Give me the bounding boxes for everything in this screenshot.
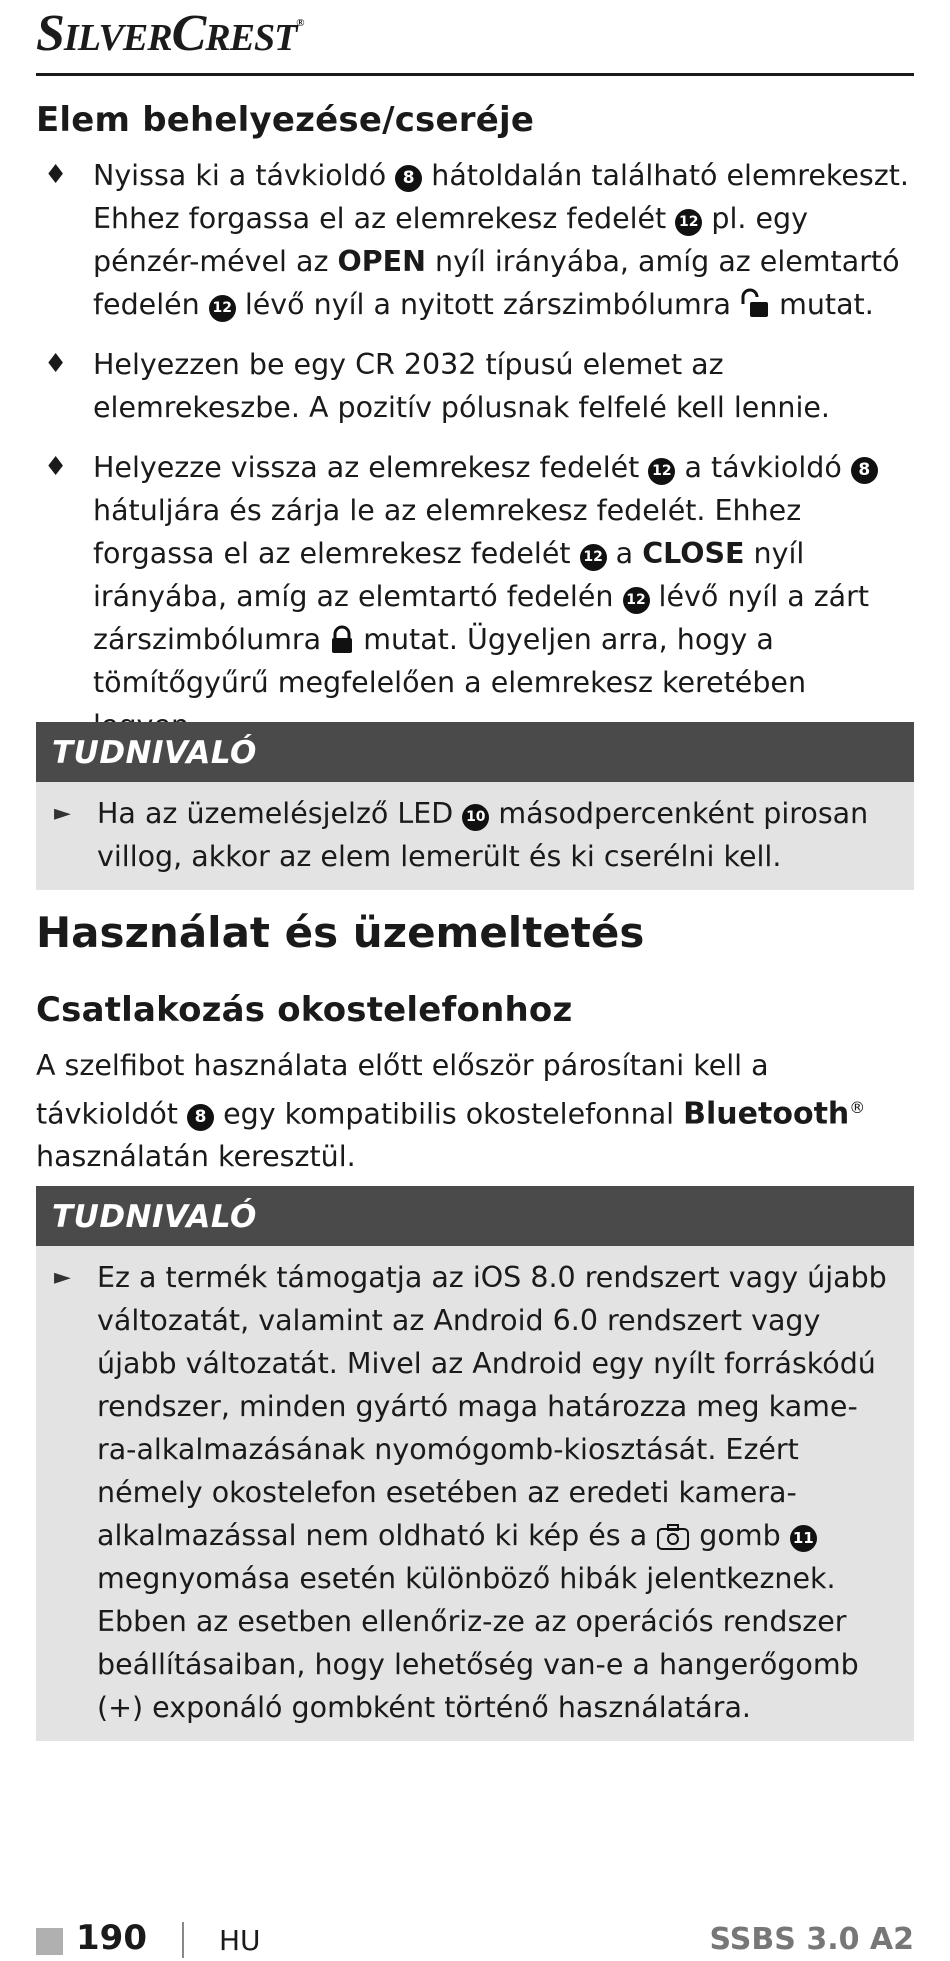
- diamond-bullet-icon: ♦: [44, 349, 68, 379]
- list-item: ♦ Nyissa ki a távkioldó 8 hátoldalán található elemrekeszt. Ehhez forgassa el az elemrekesz fedelét 12 pl. egy pénzér-mével az OPEN nyíl irányába, amíg az elemtartó fedelén 12 lévő nyíl a nyitott zárszimbólumra mutat.: [36, 154, 914, 326]
- open-label: OPEN: [337, 245, 426, 278]
- section-title-smartphone: Csatlakozás okostelefonhoz: [36, 990, 573, 1030]
- ref-number-badge: 12: [648, 458, 675, 485]
- ref-number-badge: 12: [675, 209, 702, 236]
- ref-number-badge: 8: [395, 165, 422, 192]
- footer-square-marker: [36, 1928, 63, 1955]
- ref-number-badge: 12: [580, 544, 607, 571]
- ref-number-badge: 12: [623, 587, 650, 614]
- ref-number-badge: 12: [209, 295, 236, 322]
- triangle-bullet-icon: ►: [54, 1265, 71, 1290]
- header-rule: [36, 73, 914, 76]
- closed-lock-icon: [330, 625, 354, 655]
- note-heading: TUDNIVALÓ: [36, 1186, 914, 1246]
- diamond-bullet-icon: ♦: [44, 452, 68, 482]
- battery-steps-list: [36, 154, 914, 764]
- ref-number-badge: 8: [851, 457, 878, 484]
- bluetooth-label: Bluetooth: [683, 1096, 850, 1132]
- section-title-usage: Használat és üzemeltetés: [36, 908, 645, 957]
- list-item: ♦ Helyezzen be egy CR 2032 típusú elemet az elemrekeszbe. A pozitív pólusnak felfelé kell lennie.: [36, 343, 914, 429]
- note-box-compatibility: [36, 1186, 914, 1741]
- note-heading: TUDNIVALÓ: [36, 722, 914, 782]
- ref-number-badge: 11: [790, 1525, 817, 1552]
- note-body: ► Ez a termék támogatja az iOS 8.0 rendszert vagy újabb változatát, valamint az Android 6.0 rendszert vagy újabb változatát. Mivel az Android egy nyílt forráskódú rendszer, minden gyártó maga határozza meg kame-ra-alkalmazásának nyomógomb-kiosztását. Ezért némely okostelefon esetében az eredeti kamera-alkalmazással nem oldható ki kép és a gomb 11 megnyomása esetén különböző hibák jelentkeznek. Ebben az esetben ellenőriz-ze az operációs rendszer beállításaiban, hogy lehetőség van-e a hangerőgomb (+) exponáló gombként történő használatára.: [36, 1246, 914, 1741]
- page-number: 190: [76, 1918, 147, 1958]
- section-title-battery: Elem behelyezése/cseréje: [36, 100, 535, 140]
- list-item: ♦ Helyezze vissza az elemrekesz fedelét 12 a távkioldó 8 hátuljára és zárja le az elemrekesz fedelét. Ehhez forgassa el az elemrekesz fedelét 12 a CLOSE nyíl irányába, amíg az elemtartó fedelén 12 lévő nyíl a zárt zárszimbólumra mutat. Ügyeljen arra, hogy a tömítőgyűrű megfelelően a elemrekesz keretében: [36, 446, 914, 747]
- camera-icon: [656, 1523, 690, 1551]
- open-lock-icon: [740, 288, 770, 320]
- footer-divider: [182, 1922, 184, 1958]
- ref-number-badge: 8: [187, 1104, 214, 1131]
- diamond-bullet-icon: ♦: [44, 160, 68, 190]
- triangle-bullet-icon: ►: [54, 801, 71, 826]
- close-label: CLOSE: [642, 537, 745, 570]
- brand-logo: SILVERCREST®: [36, 5, 304, 62]
- language-code: HU: [219, 1924, 261, 1957]
- ref-number-badge: 10: [462, 804, 489, 831]
- note-box-battery: [36, 722, 914, 890]
- smartphone-paragraph: A szelfibot használata előtt először párosítani kell a távkioldót 8 egy kompatibilis okostelefonnal Bluetooth® használatán keresztül.: [36, 1049, 866, 1173]
- note-body: ► Ha az üzemelésjelző LED 10 másodpercenként pirosan villog, akkor az elem lemerült és ki cserélni kell.: [36, 782, 914, 890]
- model-number: SSBS 3.0 A2: [709, 1922, 914, 1957]
